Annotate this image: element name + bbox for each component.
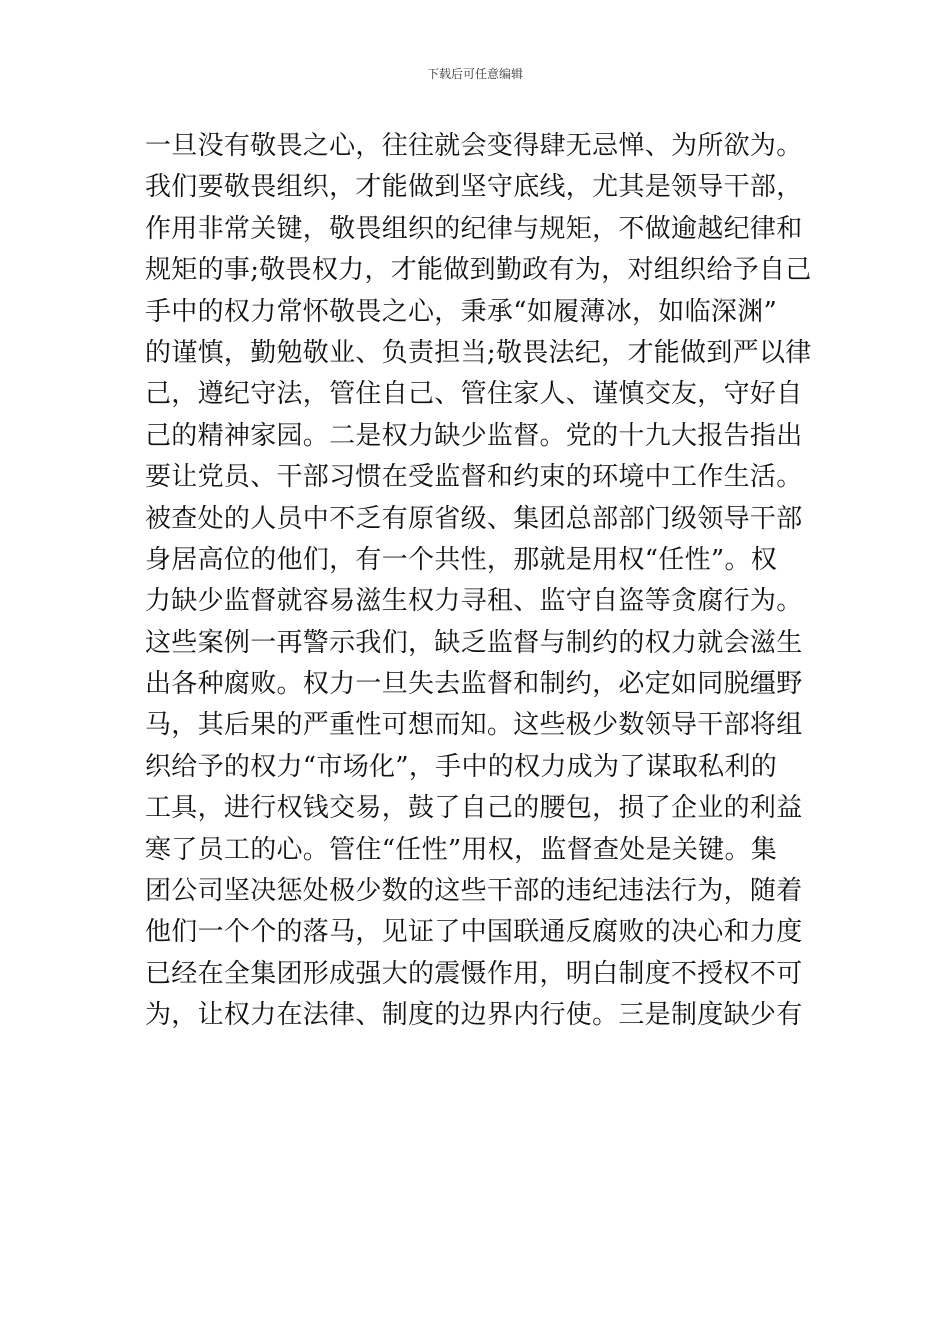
- text-line: 织给予的权力“市场化”，手中的权力成为了谋取私利的: [145, 751, 778, 782]
- text-line: 规矩的事;敬畏权力，才能做到勤政有为，对组织给予自己: [145, 255, 812, 286]
- text-line: 己的精神家园。二是权力缺少监督。党的十九大报告指出: [145, 420, 803, 451]
- text-line: 出各种腐败。权力一旦失去监督和制约，必定如同脱缰野: [145, 669, 803, 700]
- text-line: 身居高位的他们，有一个共性，那就是用权“任性”。权: [145, 544, 778, 575]
- text-line: 马，其后果的严重性可想而知。这些极少数领导干部将组: [145, 710, 803, 741]
- text-line: 这些案例一再警示我们，缺乏监督与制约的权力就会滋生: [145, 627, 803, 658]
- text-line: 已经在全集团形成强大的震慑作用，明白制度不授权不可: [145, 958, 803, 989]
- text-line: 工具，进行权钱交易，鼓了自己的腰包，损了企业的利益: [145, 793, 803, 824]
- text-line: 一旦没有敬畏之心，往往就会变得肆无忌惮、为所欲为。: [145, 131, 803, 161]
- page-header-note: 下载后可任意编辑: [426, 67, 523, 81]
- text-line: 要让党员、干部习惯在受监督和约束的环境中工作生活。: [145, 462, 803, 493]
- text-line: 他们一个个的落马，见证了中国联通反腐败的决心和力度: [145, 917, 803, 948]
- text-line: 力缺少监督就容易滋生权力寻租、监守自盗等贪腐行为。: [145, 586, 803, 617]
- text-line: 作用非常关键，敬畏组织的纪律与规矩，不做逾越纪律和: [145, 213, 803, 244]
- text-line: 团公司坚决惩处极少数的这些干部的违纪违法行为，随着: [145, 876, 803, 907]
- document-body: [145, 126, 815, 1037]
- text-line: 的谨慎，勤勉敬业、负责担当;敬畏法纪，才能做到严以律: [145, 337, 812, 368]
- text-line: 为，让权力在法律、制度的边界内行使。三是制度缺少有: [145, 1000, 803, 1031]
- text-line: 我们要敬畏组织，才能做到坚守底线，尤其是领导干部，: [145, 172, 803, 203]
- text-line: 己，遵纪守法，管住自己、管住家人、谨慎交友，守好自: [145, 379, 803, 410]
- text-line: 被查处的人员中不乏有原省级、集团总部部门级领导干部: [145, 503, 803, 534]
- text-line: 寒了员工的心。管住“任性”用权，监督查处是关键。集: [145, 834, 778, 865]
- text-line: 手中的权力常怀敬畏之心，秉承“如履薄冰，如临深渊”: [145, 296, 778, 327]
